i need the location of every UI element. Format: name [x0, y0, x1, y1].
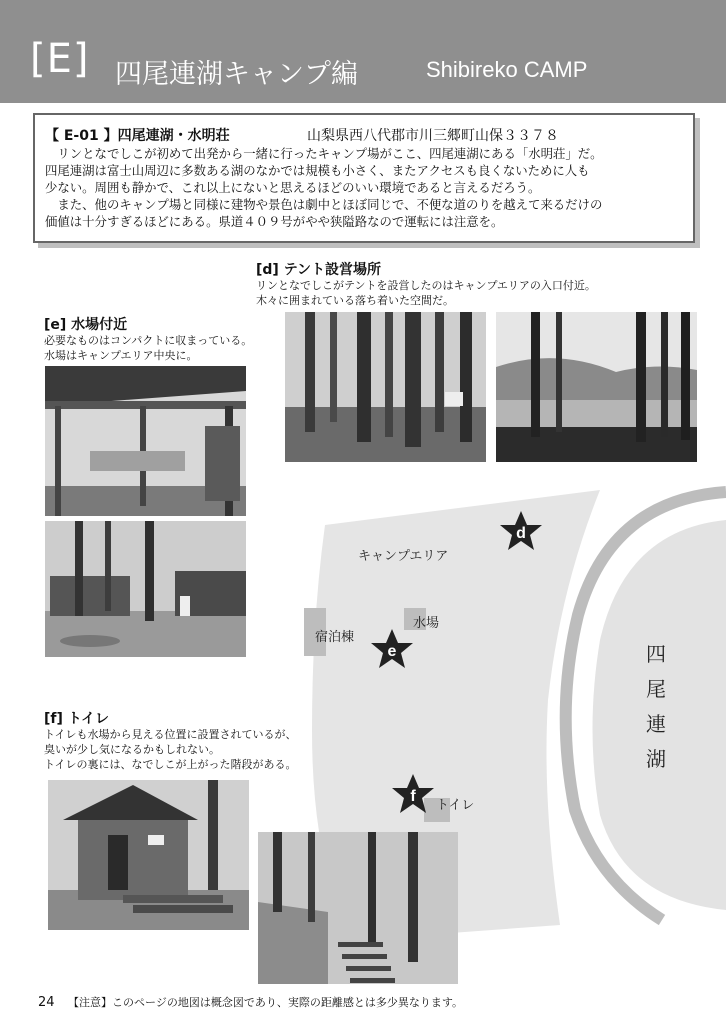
svg-text:f: f — [410, 788, 416, 805]
info-line: また、他のキャンプ場と同様に建物や景色は劇中とほぼ同じで、不便な道のりを越えて来るだけの — [57, 197, 603, 212]
map-disclaimer: 【注意】このページの地図は概念図であり、実際の距離感とは多少異なります。 — [68, 996, 463, 1009]
chapter-title-en: Shibireko CAMP — [426, 57, 588, 82]
info-line: 少ない。周囲も静かで、これ以上にないと思えるほどのいい環境であると言えるだろう。 — [45, 180, 541, 195]
section-f-line: トイレの裏には、なでしこが上がった階段がある。 — [44, 758, 297, 771]
spot-info-box — [33, 113, 695, 243]
spot-heading-row — [45, 125, 681, 145]
photo-water-station — [45, 366, 246, 516]
photo-lake-view — [496, 312, 697, 462]
section-e-line: 必要なものはコンパクトに収まっている。 — [44, 334, 253, 347]
photo-stairs-behind-toilet — [258, 832, 458, 984]
spot-address: 山梨県西八代郡市川三郷町山保３３７８ — [307, 128, 559, 144]
label-lodge: 宿泊棟 — [315, 630, 355, 645]
info-line: 四尾連湖は富士山周辺に多数ある湖のなかでは規模も小さく、またアクセスも良くないために人も — [45, 163, 590, 178]
label-water: 水場 — [413, 616, 440, 631]
spot-heading: 【 E-01 】四尾連湖・水明荘 — [45, 128, 230, 144]
label-lake: 四尾連湖 — [646, 642, 666, 771]
info-line: リンとなでしこが初めて出発から一緒に行ったキャンプ場がここ、四尾連湖にある「水明荘」だ。 — [57, 146, 603, 161]
page-header — [0, 0, 726, 103]
section-f-line: 臭いが少し気になるかもしれない。 — [44, 743, 220, 756]
section-f-line: トイレも水場から見える位置に設置されているが、 — [44, 728, 297, 741]
photo-tent-site-forest — [285, 312, 486, 462]
page-number: 24 — [38, 995, 55, 1010]
label-camp-area: キャンプエリア — [358, 549, 449, 564]
section-e-title: [e] 水場付近 — [44, 317, 128, 333]
label-toilet: トイレ — [436, 798, 475, 813]
svg-text:e: e — [387, 643, 397, 660]
section-d-line: リンとなでしこがテントを設営したのはキャンプエリアの入口付近。 — [256, 279, 596, 292]
photo-toilet-building — [48, 780, 249, 930]
page-footer — [38, 994, 463, 1010]
chapter-code: [E] — [30, 36, 90, 82]
section-d-title: [d] テント設営場所 — [256, 262, 381, 278]
info-line: 価値は十分すぎるほどにある。県道４０９号がやや狭隘路なので運転には注意を。 — [45, 214, 504, 229]
section-f-title: [f] トイレ — [44, 711, 110, 727]
svg-text:d: d — [516, 525, 526, 542]
section-e-line: 水場はキャンプエリア中央に。 — [44, 349, 198, 362]
section-d-line: 木々に囲まれている落ち着いた空間だ。 — [256, 294, 454, 307]
chapter-title: 四尾連湖キャンプ編 — [115, 59, 358, 90]
photo-campsite-cabins — [45, 521, 246, 657]
